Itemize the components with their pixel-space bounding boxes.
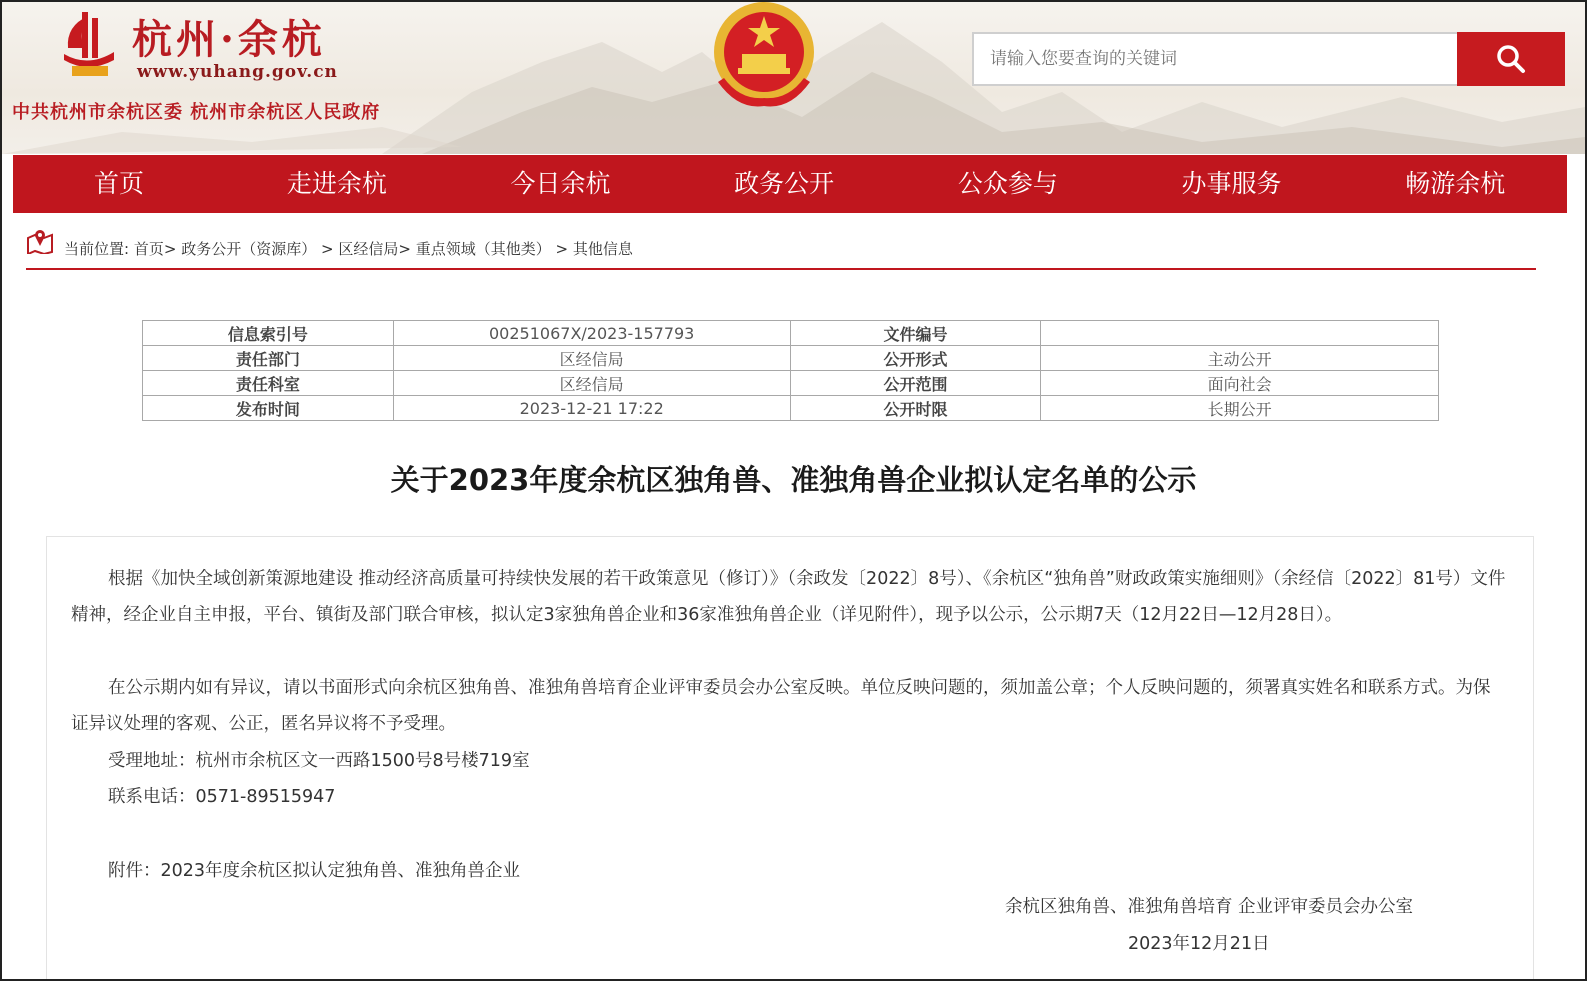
table-key: 公开范围 [790, 371, 1041, 396]
table-value: 区经信局 [393, 371, 790, 396]
breadcrumb-key-areas[interactable]: 重点领域（其他类） [415, 240, 551, 258]
attachment-link[interactable]: 2023年度余杭区拟认定独角兽、准独角兽企业 [160, 861, 521, 881]
breadcrumb [26, 228, 1536, 270]
table-row [143, 321, 1439, 346]
breadcrumb-department[interactable]: 区经信局 [338, 240, 399, 258]
organization-name: 中共杭州市余杭区委 杭州市余杭区人民政府 [12, 102, 381, 123]
paragraph-objection [71, 670, 1507, 742]
site-header [2, 2, 1585, 154]
contact-phone: 联系电话：0571-89515947 [108, 787, 336, 807]
nav-item-participation[interactable]: 公众参与 [957, 169, 1058, 198]
breadcrumb-separator: > [163, 240, 177, 258]
signature-date: 2023年12月21日 [1128, 934, 1270, 954]
paragraph-objection-text: 在公示期内如有异议，请以书面形式向余杭区独角兽、准独角兽培育企业评审委员会办公室反映。单位反映问题的，须加盖公章；个人反映问题的，须署真实姓名和联系方式。为保证异议处理的客观、公正，匿名异议将不予受理。 [71, 678, 1491, 734]
contact-address: 受理地址：杭州市余杭区文一西路1500号8号楼719室 [108, 751, 530, 771]
table-value: 主动公开 [1041, 346, 1439, 371]
yuhang-logo-icon [58, 8, 120, 80]
breadcrumb-trail [64, 228, 633, 259]
table-row [143, 396, 1439, 421]
table-value: 2023-12-21 17:22 [393, 396, 790, 421]
nav-item-about[interactable]: 走进余杭 [286, 169, 387, 198]
nav-item-gov-affairs[interactable]: 政务公开 [734, 169, 835, 198]
site-url: www.yuhang.gov.cn [137, 62, 338, 82]
table-key: 责任部门 [143, 346, 394, 371]
table-row [143, 371, 1439, 396]
table-key: 责任科室 [143, 371, 394, 396]
table-key: 文件编号 [790, 321, 1041, 346]
table-key: 公开形式 [790, 346, 1041, 371]
breadcrumb-home[interactable]: 首页 [133, 240, 164, 258]
table-value: 00251067X/2023-157793 [393, 321, 790, 346]
nav-item-tourism[interactable]: 畅游余杭 [1405, 169, 1506, 198]
breadcrumb-separator: > [316, 240, 339, 258]
table-value [1041, 321, 1439, 346]
search-icon [1496, 44, 1526, 74]
breadcrumb-separator: > [550, 240, 573, 258]
document-title: 关于2023年度余杭区独角兽、准独角兽企业拟认定名单的公示 [390, 463, 1197, 497]
main-navigation [13, 155, 1567, 213]
table-value: 面向社会 [1041, 371, 1439, 396]
breadcrumb-gov-affairs[interactable]: 政务公开（资源库） [181, 240, 317, 258]
paragraph-basis-text: 根据《加快全域创新策源地建设 推动经济高质量可持续快发展的若干政策意见（修订）》（余政发〔2022〕8号）、《余杭区“独角兽”财政政策实施细则》（余经信〔2022〕81号）文件精神，经企业自主申报，平台、镇街及部门联合审核，拟认定3家独角兽企业和36家准独角兽企业（详见附件），现予以公示，公示期7天（12月22日—12月28日）。 [71, 569, 1506, 625]
table-key: 信息索引号 [143, 321, 394, 346]
table-row [143, 346, 1439, 371]
document-body [46, 536, 1534, 981]
breadcrumb-separator: > [398, 240, 411, 258]
document-info-table [142, 320, 1439, 421]
table-key: 发布时间 [143, 396, 394, 421]
breadcrumb-prefix: 当前位置: [64, 240, 130, 258]
search-input[interactable]: 请输入您要查询的关键词 [972, 32, 1458, 86]
nav-item-services[interactable]: 办事服务 [1181, 169, 1282, 198]
attachment-label: 附件： [108, 861, 161, 881]
nav-item-today[interactable]: 今日余杭 [510, 169, 611, 198]
location-map-icon [26, 228, 54, 254]
table-value: 区经信局 [393, 346, 790, 371]
paragraph-basis [71, 561, 1507, 633]
site-title: 杭州·余杭 [132, 16, 326, 63]
table-key: 公开时限 [790, 396, 1041, 421]
signature: 余杭区独角兽、准独角兽培育 企业评审委员会办公室 [1005, 897, 1414, 917]
national-emblem-icon [708, 2, 820, 112]
nav-item-home[interactable]: 首页 [93, 169, 144, 198]
search-button[interactable] [1457, 32, 1565, 86]
attachment [108, 857, 520, 882]
table-value: 长期公开 [1041, 396, 1439, 421]
breadcrumb-other-info[interactable]: 其他信息 [572, 240, 633, 258]
